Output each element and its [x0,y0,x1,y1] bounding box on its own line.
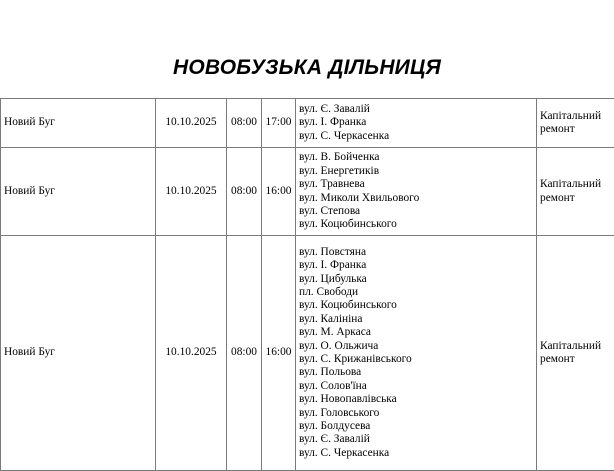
settlement-cell: Новий Буг [1,148,156,236]
street-item: вул. Польова [299,366,533,379]
street-item: вул. О. Ольжича [299,340,533,353]
streets-cell [296,148,537,236]
street-item: вул. Коцюбинського [299,218,533,231]
street-item: вул. І. Франка [299,259,533,272]
street-item: вул. Миколи Хвильового [299,192,533,205]
table-row [1,148,614,236]
time-to-cell: 16:00 [262,148,296,236]
table-row [1,99,614,148]
street-item: вул. Солов'їна [299,380,533,393]
settlement-cell: Новий Буг [1,99,156,148]
work-type-cell: Капітальний ремонт [537,148,614,236]
streets-cell [296,236,537,471]
street-item: вул. Коцюбинського [299,299,533,312]
street-item: пл. Свободи [299,286,533,299]
settlement-cell: Новий Буг [1,236,156,471]
street-item: вул. С. Черкасенка [299,447,533,460]
street-item: вул. М. Аркаса [299,326,533,339]
street-item: вул. Калініна [299,313,533,326]
street-item: вул. Новопавлівська [299,393,533,406]
work-type-cell: Капітальний ремонт [537,99,614,148]
time-from-cell: 08:00 [227,236,262,471]
time-from-cell: 08:00 [227,99,262,148]
street-item: вул. Є. Завалій [299,433,533,446]
street-item: вул. С. Крижанівського [299,353,533,366]
streets-cell [296,99,537,148]
date-cell: 10.10.2025 [156,148,227,236]
street-item: вул. В. Бойченка [299,151,533,164]
street-item: вул. І. Франка [299,116,533,129]
street-item: вул. Травнева [299,178,533,191]
street-item: вул. Енергетиків [299,165,533,178]
street-item: вул. Болдусева [299,420,533,433]
time-to-cell: 17:00 [262,99,296,148]
date-cell: 10.10.2025 [156,236,227,471]
time-to-cell: 16:00 [262,236,296,471]
street-item: вул. Є. Завалій [299,103,533,116]
time-from-cell: 08:00 [227,148,262,236]
date-cell: 10.10.2025 [156,99,227,148]
page-title: НОВОБУЗЬКА ДІЛЬНИЦЯ [0,56,614,80]
outage-schedule-table [0,98,614,471]
work-type-cell: Капітальний ремонт [537,236,614,471]
street-item: вул. Головського [299,407,533,420]
street-item: вул. Степова [299,205,533,218]
table-row [1,236,614,471]
street-item: вул. Повстяна [299,246,533,259]
street-item: вул. С. Черкасенка [299,130,533,143]
street-item: вул. Цибулька [299,273,533,286]
